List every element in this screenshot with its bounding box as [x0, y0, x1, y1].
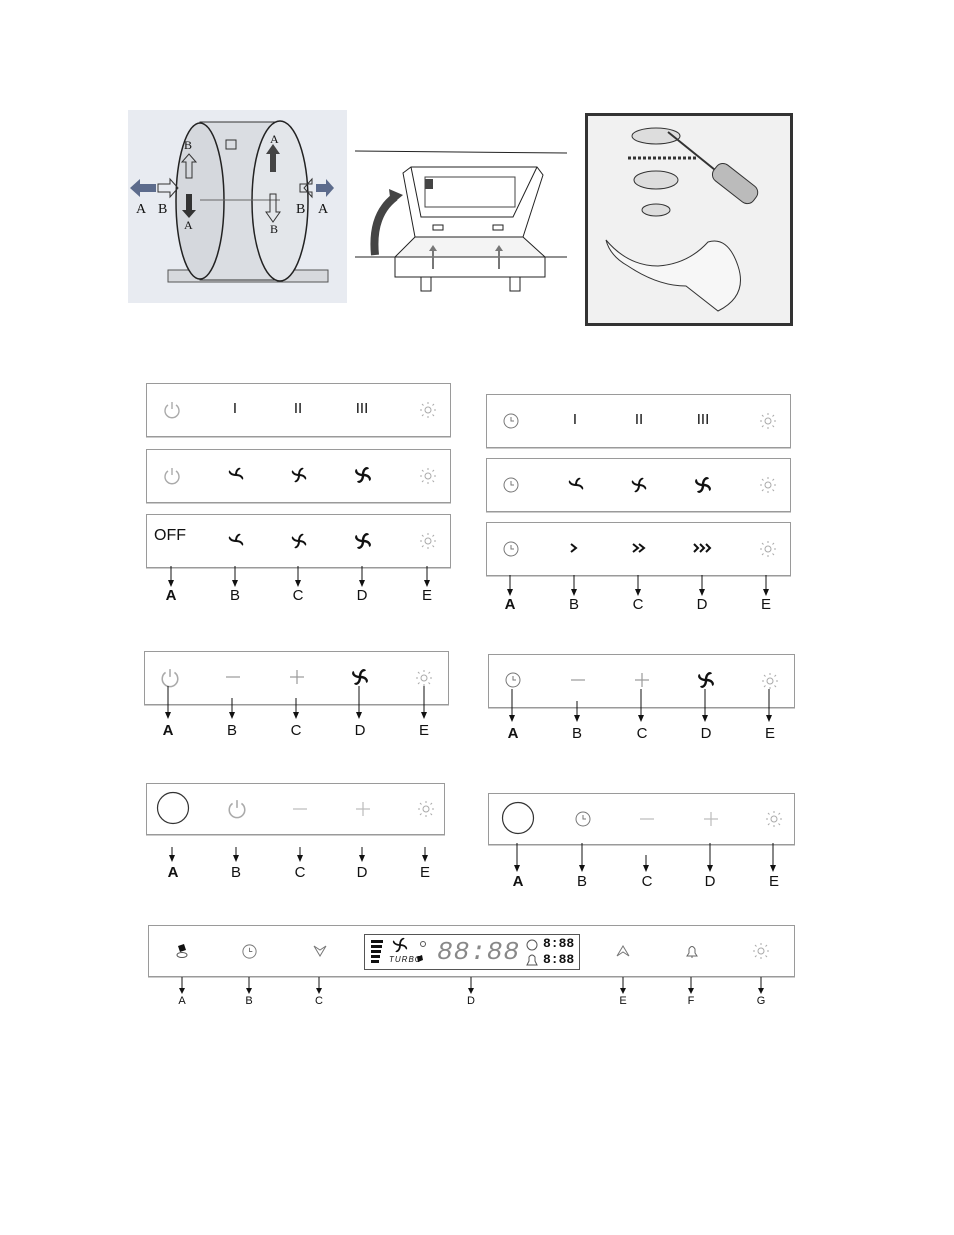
callout-arrows-panel-8	[488, 843, 793, 873]
clock-icon[interactable]	[502, 476, 520, 494]
light-icon[interactable]	[759, 476, 777, 494]
control-panel-8	[488, 793, 795, 845]
damper-drum-label-a-top: A	[270, 132, 279, 146]
minus-icon[interactable]	[570, 672, 586, 688]
speed-3-button[interactable]: III	[355, 400, 369, 417]
label-a: A	[507, 725, 519, 742]
callout-arrows-panel-5	[144, 686, 447, 722]
label-b: B	[571, 725, 582, 742]
damper-label-b-left: B	[158, 202, 168, 217]
label-c: C	[292, 587, 304, 604]
speed-2-button[interactable]: II	[293, 400, 303, 417]
power-icon[interactable]	[227, 799, 247, 819]
label-e: E	[421, 587, 432, 604]
label-b: B	[245, 995, 253, 1007]
plus-icon[interactable]	[703, 811, 719, 827]
light-icon[interactable]	[759, 412, 777, 430]
label-c: C	[290, 722, 302, 739]
label-a: A	[167, 864, 179, 881]
fan-speed-3-icon[interactable]	[694, 476, 712, 494]
bulb-replacement-illustration	[585, 113, 793, 326]
control-panel-3	[146, 514, 451, 568]
label-a: A	[178, 995, 186, 1007]
control-panel-r3	[486, 522, 791, 576]
chevron-up-icon[interactable]	[615, 944, 631, 958]
round-button-icon[interactable]	[156, 791, 190, 825]
minus-icon[interactable]	[225, 669, 241, 685]
plus-icon[interactable]	[289, 669, 305, 685]
label-e: E	[760, 596, 771, 613]
control-panel-r2	[486, 458, 791, 512]
plus-icon[interactable]	[634, 672, 650, 688]
label-a: A	[504, 596, 516, 613]
light-icon[interactable]	[761, 672, 779, 690]
chevron-down-icon[interactable]	[312, 944, 328, 958]
label-b: B	[568, 596, 579, 613]
fan-speed-2-icon[interactable]	[290, 532, 308, 550]
label-a: A	[162, 722, 174, 739]
label-e: E	[419, 864, 430, 881]
damper-illustration	[128, 110, 347, 303]
speed-1-button[interactable]: I	[232, 400, 238, 417]
label-d: D	[700, 725, 712, 742]
speed-2-button[interactable]: II	[634, 411, 644, 428]
damper-label-a-left: A	[136, 202, 147, 217]
lcd-timer-digits: 8:88	[543, 936, 575, 951]
label-c: C	[315, 995, 323, 1007]
label-d: D	[356, 587, 368, 604]
label-a: A	[165, 587, 177, 604]
off-button[interactable]: OFF	[154, 527, 186, 544]
label-c: C	[641, 873, 653, 890]
label-b: B	[229, 587, 240, 604]
callout-arrows-panel-6	[488, 689, 793, 725]
label-e: E	[418, 722, 429, 739]
power-icon[interactable]	[163, 401, 181, 419]
damper-drum-label-a-bottom: A	[184, 218, 193, 232]
label-e: E	[764, 725, 775, 742]
lcd-display	[364, 934, 580, 970]
label-b: B	[576, 873, 587, 890]
filter-saturation-icon[interactable]	[173, 942, 191, 960]
chevron-speed-1-icon[interactable]	[567, 541, 581, 555]
light-icon[interactable]	[765, 810, 783, 828]
fan-icon[interactable]	[697, 671, 715, 689]
damper-label-a-right: A	[318, 202, 329, 217]
fan-speed-2-icon[interactable]	[630, 476, 648, 494]
lcd-control-panel	[148, 925, 795, 977]
filter-panel-illustration	[355, 145, 570, 305]
control-panel-7	[146, 783, 445, 835]
lcd-main-digits: 88:88	[437, 937, 521, 967]
minus-icon[interactable]	[639, 811, 655, 827]
fan-speed-1-icon[interactable]	[227, 466, 245, 484]
round-button-icon[interactable]	[501, 801, 535, 835]
damper-drum-label-b-top: B	[184, 138, 193, 152]
label-d: D	[704, 873, 716, 890]
speed-1-button[interactable]: I	[572, 411, 578, 428]
light-icon[interactable]	[419, 401, 437, 419]
power-icon[interactable]	[160, 668, 180, 688]
label-e: E	[619, 995, 627, 1007]
lcd-alarm-digits: 8:88	[543, 952, 575, 967]
clock-icon[interactable]	[502, 540, 520, 558]
light-icon[interactable]	[419, 532, 437, 550]
plus-icon[interactable]	[355, 801, 371, 817]
label-c: C	[294, 864, 306, 881]
light-icon[interactable]	[417, 800, 435, 818]
label-d: D	[467, 995, 475, 1007]
control-panel-1	[146, 383, 451, 437]
fan-speed-3-icon[interactable]	[354, 532, 372, 550]
label-a: A	[512, 873, 524, 890]
clock-icon[interactable]	[502, 412, 520, 430]
fan-speed-1-icon[interactable]	[567, 476, 585, 494]
chevron-speed-2-icon[interactable]	[631, 541, 647, 555]
damper-drum-label-b-bottom: B	[270, 222, 279, 236]
label-d: D	[356, 864, 368, 881]
fan-speed-2-icon[interactable]	[290, 466, 308, 484]
damper-label-b-right: B	[296, 202, 306, 217]
label-d: D	[696, 596, 708, 613]
label-d: D	[354, 722, 366, 739]
callout-arrows-panel-7	[146, 833, 443, 863]
chevron-speed-3-icon[interactable]	[692, 541, 712, 555]
light-icon[interactable]	[759, 540, 777, 558]
label-f: F	[687, 995, 695, 1007]
clock-icon[interactable]	[574, 810, 592, 828]
label-b: B	[226, 722, 237, 739]
lcd-turbo-text: TURBO	[389, 955, 422, 964]
label-c: C	[632, 596, 644, 613]
clock-icon[interactable]	[504, 671, 522, 689]
label-e: E	[768, 873, 779, 890]
fan-icon[interactable]	[351, 668, 369, 686]
control-panel-2	[146, 449, 451, 503]
label-b: B	[230, 864, 241, 881]
fan-speed-1-icon[interactable]	[227, 532, 245, 550]
label-g: G	[756, 995, 766, 1007]
bell-icon[interactable]	[684, 942, 700, 960]
light-icon[interactable]	[752, 942, 770, 960]
power-icon[interactable]	[163, 467, 181, 485]
light-icon[interactable]	[419, 467, 437, 485]
speed-3-button[interactable]: III	[696, 411, 710, 428]
callout-arrows-lcd-panel	[148, 975, 793, 997]
light-icon[interactable]	[415, 669, 433, 687]
label-c: C	[636, 725, 648, 742]
control-panel-r1	[486, 394, 791, 448]
fan-speed-3-icon[interactable]	[354, 466, 372, 484]
clock-icon[interactable]	[241, 943, 258, 960]
minus-icon[interactable]	[292, 801, 308, 817]
